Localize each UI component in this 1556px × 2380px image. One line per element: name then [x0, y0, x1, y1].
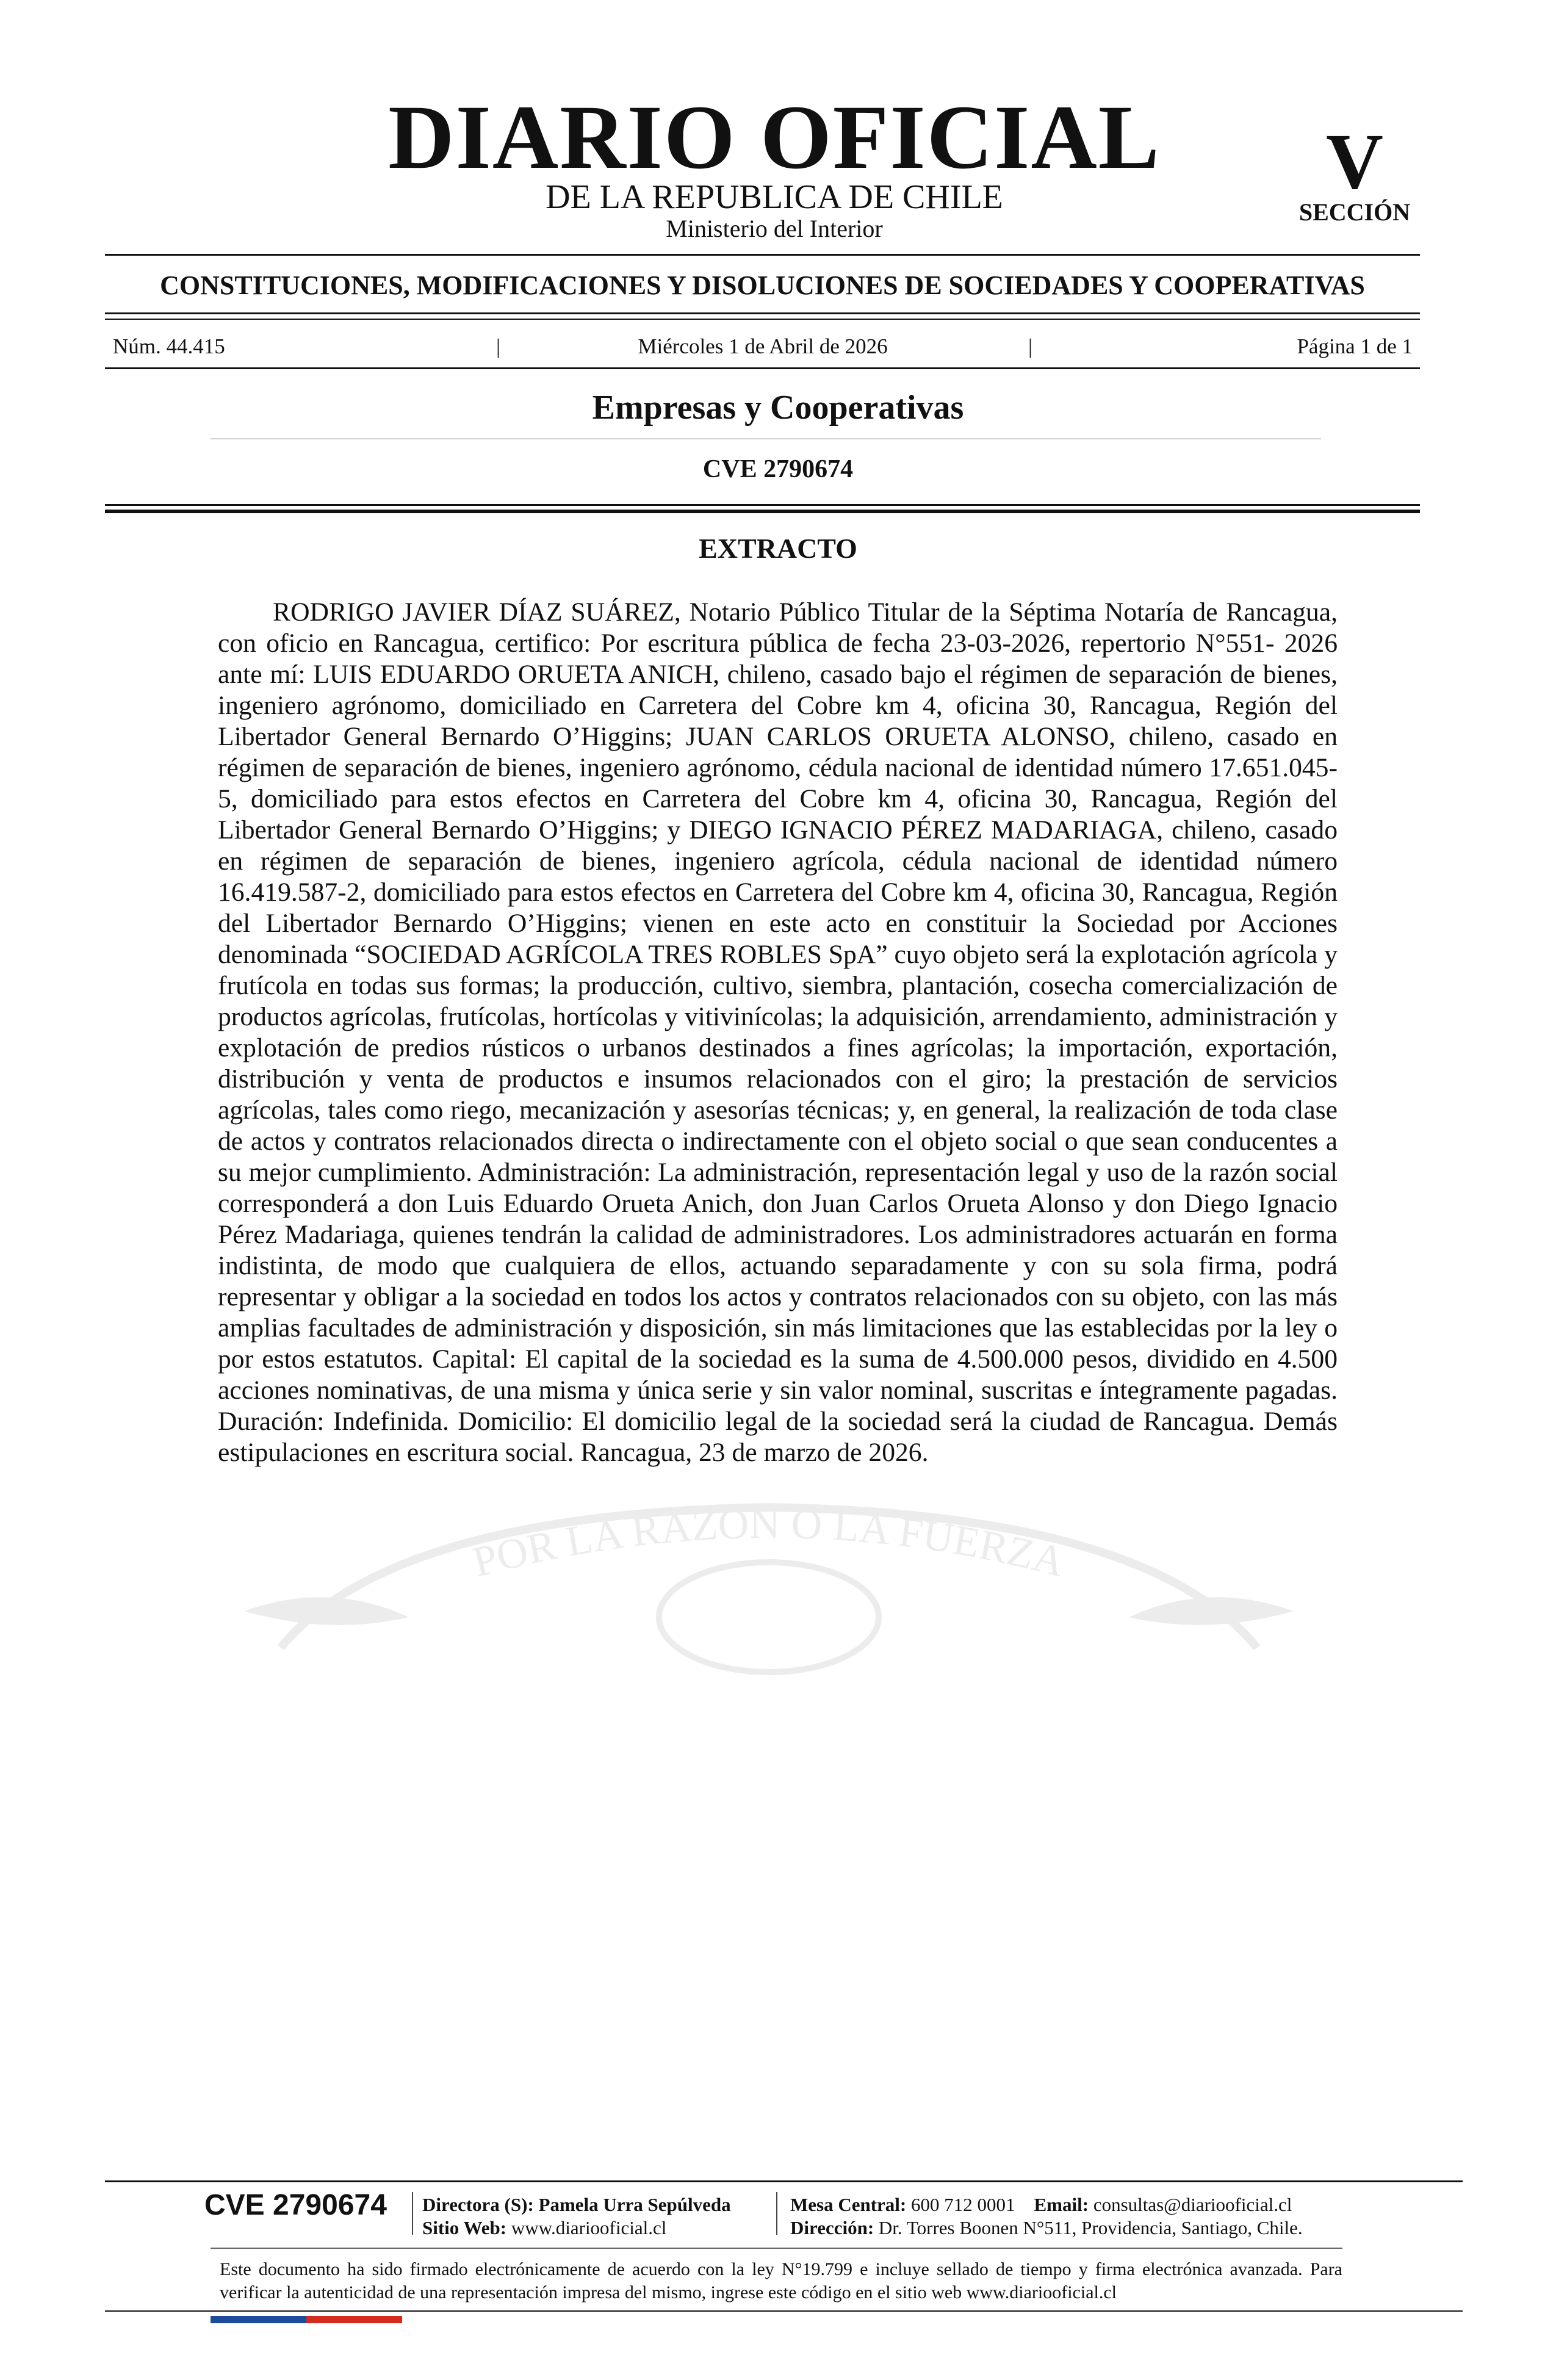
- category-title: Empresas y Cooperativas: [592, 389, 964, 427]
- footer-divider: [412, 2192, 413, 2235]
- footer-cve-code: CVE 2790674: [204, 2189, 387, 2221]
- footer-contact-block: [790, 2193, 1303, 2240]
- section-letter: V: [1326, 118, 1383, 206]
- website-label: Sitio Web:: [422, 2217, 507, 2238]
- header-rule-3: [105, 319, 1420, 320]
- extract-paragraph: RODRIGO JAVIER DÍAZ SUÁREZ, Notario Público Titular de la Séptima Notaría de Rancagua, con oficio en Rancagua, certifico: Por escritura pública de fecha 23-03-2026, repertorio N°551- 2026 ante mí: LUIS EDUARDO ORUETA ANICH, chileno, casado bajo el régimen de separación de bienes, ingeniero agrónomo, domiciliado en Carretera del Cobre km 4, oficina 30, Rancagua, Región del Libertador General Bernardo O’Higgins; JUAN CARLOS ORUETA ALONSO, chileno, casado en régimen de separación de bienes, ingeniero agrónomo, cédula nacional de identidad número 17.651.045-5, domiciliado para estos efectos en Carretera del Cobre km 4, oficina 30, Rancagua, Región del Libertador General Bernardo O’Higgins; y DIEGO IGNACIO PÉREZ MADARIAGA, chileno, casado en régimen de separación de bienes, ingeniero agrícola, cédula nacional de identidad número 16.419.587-2, domiciliado para estos efectos en Carretera del Cobre km 4, oficina 30, Rancagua, Región del Libertador Bernardo O’Higgins; vienen en este acto en constituir la Sociedad por Acciones denominada “SOCIEDAD AGRÍCOLA TRES ROBLES SpA” cuyo objeto será la explotación agrícola y frutícola en todas sus formas; la producción, cultivo, siembra, plantación, cosecha comercialización de productos agrícolas, frutícolas, hortícolas y vitivinícolas; la adquisición, arrendamiento, administración y explotación de predios rústicos o urbanos destinados a fines agrícolas; la importación, exportación, distribución y venta de productos e insumos relacionados con el giro; la prestación de servicios agrícolas, tales como riego, mecanización y asesorías técnicas; y, en general, la realización de toda clase de actos y contratos relacionados directa o indirectamente con el objeto social o que sean conducentes a su mejor cumplimiento. Administración: La administración, representación legal y uso de la razón social corresponderá a don Luis Eduardo Orueta Anich, don Juan Carlos Orueta Alonso y don Diego Ignacio Pérez Madariaga, quienes tendrán la calidad de administradores. Los administradores actuarán en forma indistinta, de modo que cualquiera de ellos, actuando separadamente y con su sola firma, podrá representar y obligar a la sociedad en todos los actos y contratos relacionados con su objeto, con las más amplias facultades de administración y disposición, sin más limitaciones que las establecidas por la ley o por estos estatutos. Capital: El capital de la sociedad es la suma de 4.500.000 pesos, dividido en 4.500 acciones nominativas, de una misma y única serie y sin valor nominal, suscritas e íntegramente pagadas. Duración: Indefinida. Domicilio: El domicilio legal de la sociedad será la ciudad de Rancagua. Demás estipulaciones en escritura social. Rancagua, 23 de marzo de 2026.: [218, 597, 1338, 1467]
- issue-rule: [105, 367, 1420, 369]
- director-label: Directora (S):: [422, 2194, 534, 2215]
- header-rule-2: [105, 312, 1420, 314]
- page-number: Página 1 de 1: [1297, 334, 1413, 358]
- footer-inner-rule: [211, 2248, 1342, 2249]
- address-label: Dirección:: [790, 2217, 874, 2238]
- issue-separator: |: [496, 334, 501, 358]
- issue-separator: |: [1028, 334, 1033, 358]
- address-value: Dr. Torres Boonen N°511, Providencia, Santiago, Chile.: [878, 2217, 1303, 2238]
- mesa-phone: 600 712 0001: [911, 2194, 1015, 2215]
- footer-divider: [776, 2192, 777, 2235]
- footer-rule: [105, 2180, 1463, 2182]
- flag-stripe-blue: [211, 2316, 306, 2323]
- mesa-label: Mesa Central:: [790, 2194, 907, 2215]
- ministry-label: Ministerio del Interior: [666, 215, 883, 242]
- issue-date: Miércoles 1 de Abril de 2026: [638, 334, 888, 358]
- footer-bottom-rule: [105, 2310, 1463, 2312]
- extract-body: [218, 597, 1338, 1468]
- issue-number: Núm. 44.415: [113, 334, 225, 358]
- section-title: CONSTITUCIONES, MODIFICACIONES Y DISOLUCIONES DE SOCIEDADES Y COOPERATIVAS: [160, 270, 1365, 300]
- document-heading: EXTRACTO: [699, 533, 857, 564]
- coat-of-arms-watermark: [207, 1489, 1330, 1684]
- footer-director-block: [422, 2193, 731, 2240]
- watermark-motto: POR LA RAZON O LA FUERZA: [468, 1500, 1070, 1587]
- flag-stripe-red: [306, 2316, 402, 2323]
- section-word: SECCIÓN: [1298, 198, 1411, 226]
- content-rule-2: [105, 510, 1420, 513]
- email-link[interactable]: consultas@diariooficial.cl: [1093, 2194, 1292, 2215]
- footer-signature-note: Este documento ha sido firmado electrónicamente de acuerdo con la ley N°19.799 e incluye sellado de tiempo y firma electrónica avanzada. Para verificar la autenticidad de una representación impresa del mismo, ingrese este código en el sitio web www.diariooficial.cl: [220, 2259, 1342, 2302]
- email-label: Email:: [1034, 2194, 1089, 2215]
- website-link[interactable]: www.diariooficial.cl: [511, 2217, 667, 2238]
- newspaper-subtitle: DE LA REPUBLICA DE CHILE: [546, 178, 1003, 216]
- cve-code: CVE 2790674: [702, 455, 854, 483]
- header-rule-1: [105, 254, 1420, 256]
- content-rule-1: [105, 504, 1420, 506]
- director-name: Pamela Urra Sepúlveda: [538, 2194, 731, 2215]
- category-rule: [211, 438, 1321, 439]
- newspaper-title: DIARIO OFICIAL: [388, 87, 1161, 188]
